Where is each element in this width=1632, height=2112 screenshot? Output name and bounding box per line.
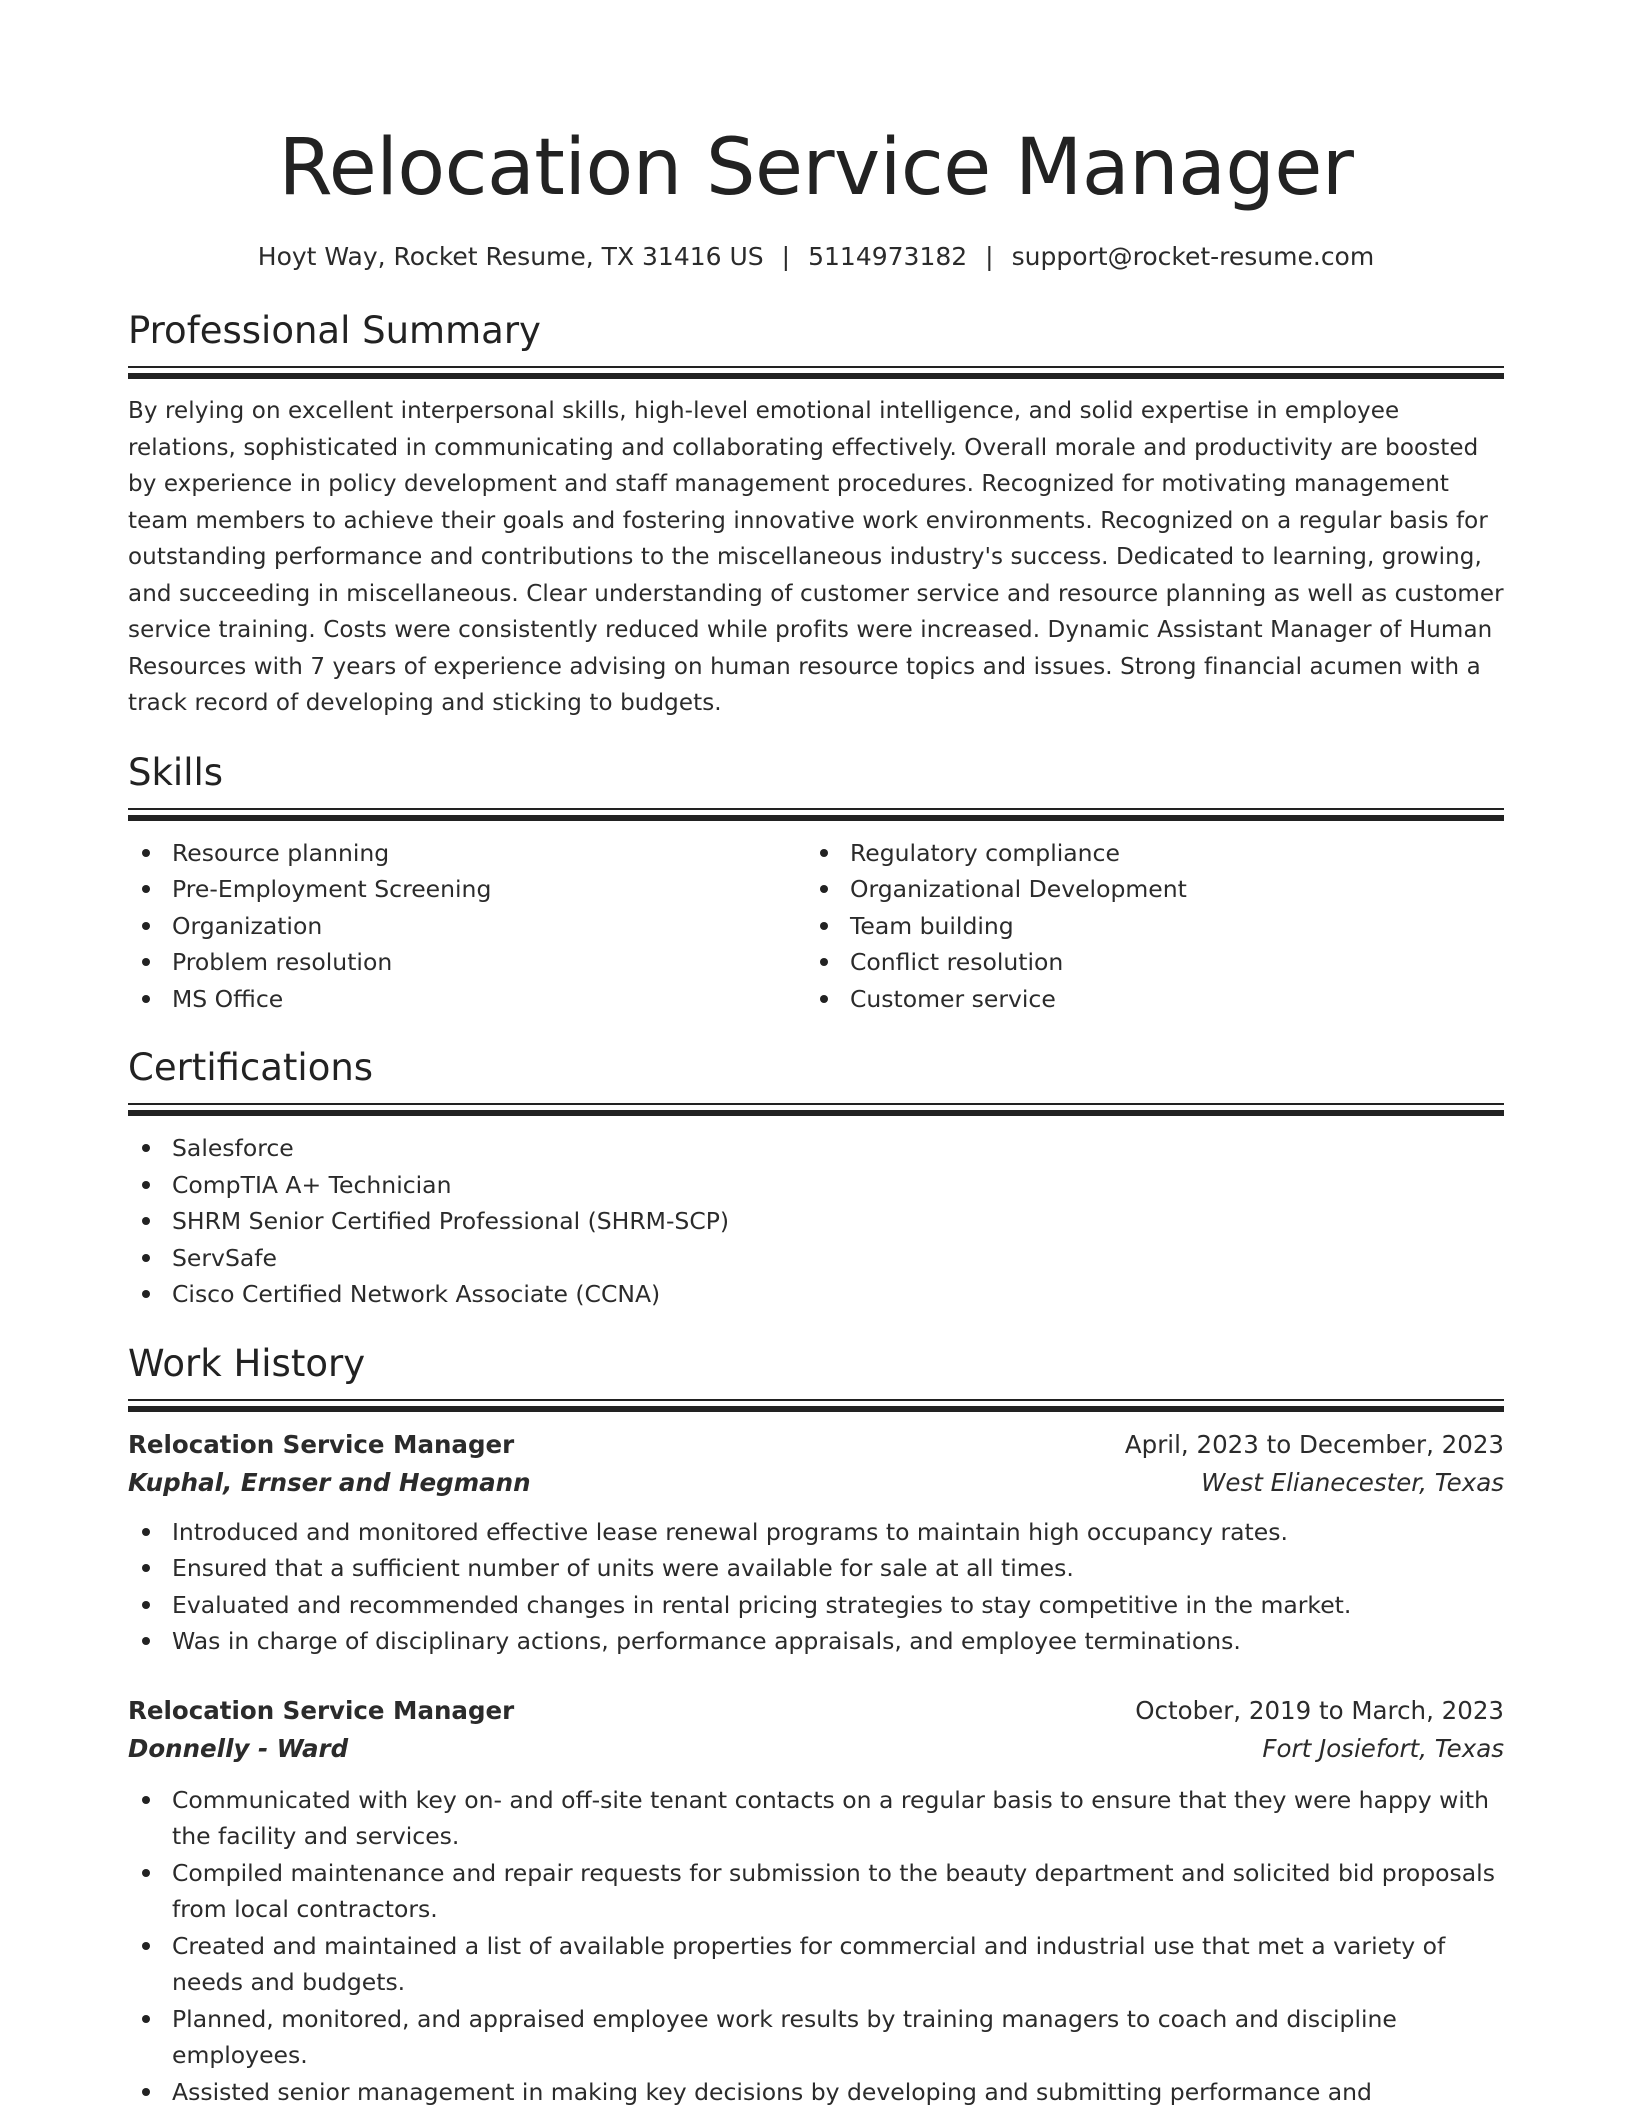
job-location: West Elianecester, Texas: [1201, 1467, 1504, 1497]
certification-item: ServSafe: [128, 1240, 1504, 1277]
section-rule: [128, 808, 1504, 810]
job-duty: Ensured that a sufficient number of units were available for sale at all times.: [128, 1550, 1504, 1587]
section-title-summary: Professional Summary: [128, 309, 541, 352]
certification-item: SHRM Senior Certified Professional (SHRM-SCP): [128, 1203, 1504, 1240]
section-summary: [128, 308, 1504, 722]
skill-item: Organization: [128, 908, 806, 945]
job-duty: Evaluated and recommended changes in rental pricing strategies to stay competitive in the market.: [128, 1587, 1504, 1624]
resume-page: [128, 0, 1504, 2110]
skill-item: Team building: [806, 908, 1484, 945]
certification-item: Cisco Certified Network Associate (CCNA): [128, 1276, 1504, 1313]
job-duty: Communicated with key on- and off-site tenant contacts on a regular basis to ensure that they were happy with the facility and services.: [128, 1782, 1504, 1855]
job-duty: Assisted senior management in making key decisions by developing and submitting performance and: [128, 2074, 1504, 2111]
section-title-skills: Skills: [128, 750, 224, 794]
section-rule: [128, 1103, 1504, 1105]
job-entry: [128, 1426, 1504, 1660]
skill-item: Regulatory compliance: [806, 835, 1484, 872]
job-entry: [128, 1692, 1504, 2111]
job-duty: Was in charge of disciplinary actions, performance appraisals, and employee terminations.: [128, 1623, 1504, 1660]
section-rule-thick: [128, 373, 1504, 379]
job-subheader: [128, 1464, 1504, 1502]
job-title: Relocation Service Manager: [128, 1695, 515, 1725]
section-rule: [128, 1399, 1504, 1401]
skills-list-right: [806, 835, 1484, 1018]
contact-separator: |: [781, 242, 791, 271]
section-rule-thick: [128, 1406, 1504, 1412]
contact-phone: 5114973182: [808, 242, 968, 271]
job-company: Kuphal, Ernser and Hegmann: [128, 1467, 531, 1497]
section-title-certifications: Certifications: [128, 1046, 374, 1089]
job-duty: Compiled maintenance and repair requests for submission to the beauty department and solicited bid proposals from local contractors.: [128, 1855, 1504, 1928]
summary-text: By relying on excellent interpersonal skills, high-level emotional intelligence, and solid expertise in employee relations, sophisticated in communicating and collaborating effectively. Overall morale and productivity are boosted by experience in policy development and staff management procedures. Recognized for motivating management team members to achieve their goals and fostering innovative work environments. Recognized on a regular basis for outstanding performance and contributions to the miscellaneous industry's success. Dedicated to learning, growing, and succeeding in miscellaneous. Clear understanding of customer service and resource planning as well as customer service training. Costs were consistently reduced while profits were increased. Dynamic Assistant Manager of Human Resources with 7 years of experience advising on human resource topics and issues. Strong financial acumen with a track record of developing and sticking to budgets.: [128, 398, 1504, 716]
certification-item: CompTIA A+ Technician: [128, 1167, 1504, 1204]
section-rule: [128, 366, 1504, 368]
certification-item: Salesforce: [128, 1130, 1504, 1167]
contact-email[interactable]: support@rocket-resume.com: [1011, 242, 1375, 271]
job-duty: Planned, monitored, and appraised employee work results by training managers to coach and discipline employees.: [128, 2001, 1504, 2074]
job-duties-list: [128, 1514, 1504, 1660]
skill-item: MS Office: [128, 981, 806, 1018]
job-header: [128, 1426, 1504, 1464]
skills-list-left: [128, 835, 806, 1018]
job-header: [128, 1692, 1504, 1730]
section-work-history: [128, 1341, 1504, 2111]
job-dates: October, 2019 to March, 2023: [1135, 1695, 1504, 1725]
skill-item: Problem resolution: [128, 944, 806, 981]
certifications-list: [128, 1130, 1504, 1313]
job-subheader: [128, 1730, 1504, 1768]
section-skills: [128, 750, 1504, 1018]
skill-item: Resource planning: [128, 835, 806, 872]
job-location: Fort Josiefort, Texas: [1262, 1733, 1504, 1763]
contact-address: Hoyt Way, Rocket Resume, TX 31416 US: [257, 242, 764, 271]
job-title: Relocation Service Manager: [128, 1429, 515, 1459]
resume-name: Relocation Service Manager: [278, 123, 1354, 213]
job-dates: April, 2023 to December, 2023: [1124, 1429, 1504, 1459]
skill-item: Conflict resolution: [806, 944, 1484, 981]
section-title-work-history: Work History: [128, 1341, 366, 1385]
skill-item: Customer service: [806, 981, 1484, 1018]
job-duty: Created and maintained a list of available properties for commercial and industrial use that met a variety of needs and budgets.: [128, 1928, 1504, 2001]
section-certifications: [128, 1045, 1504, 1313]
job-company: Donnelly - Ward: [128, 1733, 349, 1763]
job-duties-list: [128, 1782, 1504, 2111]
skill-item: Pre-Employment Screening: [128, 871, 806, 908]
contact-separator: |: [985, 242, 994, 271]
section-rule-thick: [128, 1110, 1504, 1116]
contact-line: [128, 240, 1504, 274]
section-rule-thick: [128, 815, 1504, 821]
skill-item: Organizational Development: [806, 871, 1484, 908]
skills-columns: [128, 835, 1504, 1018]
job-duty: Introduced and monitored effective lease renewal programs to maintain high occupancy rates.: [128, 1514, 1504, 1551]
